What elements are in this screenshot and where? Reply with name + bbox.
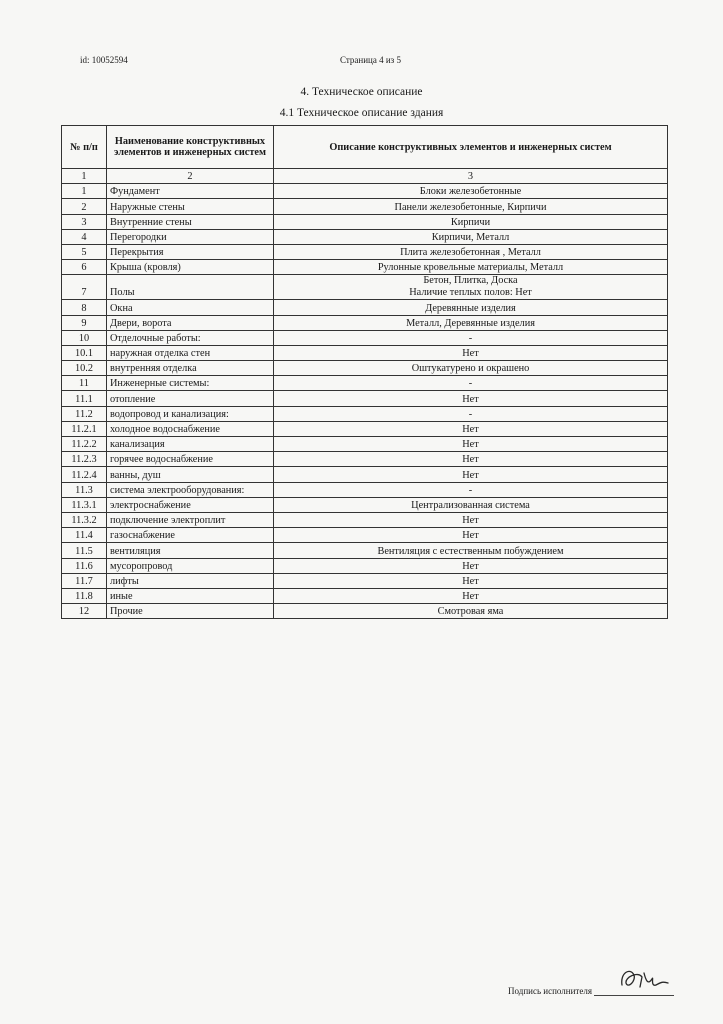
row-number: 11.1 [62,391,107,406]
table-row [62,437,668,452]
table-row [62,588,668,603]
row-element: водопровод и канализация: [107,406,274,421]
column-header-description: Описание конструктивных элементов и инженерных систем [274,126,668,169]
row-number: 5 [62,244,107,259]
row-description: Нет [274,391,668,406]
row-number: 2 [62,199,107,214]
row-number: 1 [62,169,107,184]
row-number: 11.3 [62,482,107,497]
row-number: 1 [62,184,107,199]
row-element: иные [107,588,274,603]
table-row [62,275,668,300]
table-row [62,421,668,436]
row-number: 11.6 [62,558,107,573]
row-number: 12 [62,604,107,619]
row-description: Нет [274,452,668,467]
table-row [62,543,668,558]
row-number: 11.4 [62,528,107,543]
row-element: горячее водоснабжение [107,452,274,467]
row-element: Полы [107,275,274,300]
row-description: Металл, Деревянные изделия [274,315,668,330]
table-row [62,361,668,376]
row-description: Блоки железобетонные [274,184,668,199]
table-body [62,169,668,619]
row-element: Внутренние стены [107,214,274,229]
table-row [62,512,668,527]
table-row [62,300,668,315]
table-row [62,199,668,214]
section-title: 4. Техническое описание [300,86,423,98]
row-number: 6 [62,260,107,275]
row-description: Нет [274,528,668,543]
row-number: 11.8 [62,588,107,603]
row-element: холодное водоснабжение [107,421,274,436]
table-row [62,452,668,467]
row-number: 11.3.1 [62,497,107,512]
page-number: Страница 4 из 5 [340,55,401,65]
row-number: 11.2.4 [62,467,107,482]
signature-block [508,985,674,996]
row-description: Плита железобетонная , Металл [274,244,668,259]
row-description: Нет [274,573,668,588]
table-row [62,406,668,421]
table-row [62,244,668,259]
row-element: газоснабжение [107,528,274,543]
row-description: Нет [274,558,668,573]
row-description: Централизованная система [274,497,668,512]
row-element: вентиляция [107,543,274,558]
row-number: 10 [62,330,107,345]
table-row [62,497,668,512]
signature-label: Подпись исполнителя [508,986,592,996]
row-number: 11.2.1 [62,421,107,436]
technical-description-table [61,125,668,619]
row-number: 11.5 [62,543,107,558]
row-element: канализация [107,437,274,452]
row-description: - [274,330,668,345]
row-description: Смотровая яма [274,604,668,619]
handwritten-signature [616,963,676,997]
row-element: мусоропровод [107,558,274,573]
row-element: лифты [107,573,274,588]
table-row [62,376,668,391]
row-element: Инженерные системы: [107,376,274,391]
row-number: 4 [62,229,107,244]
row-description: Нет [274,588,668,603]
row-description: Нет [274,512,668,527]
table-row [62,345,668,360]
table-row [62,467,668,482]
row-description: - [274,376,668,391]
table-row [62,604,668,619]
row-description: Оштукатурено и окрашено [274,361,668,376]
row-description: Панели железобетонные, Кирпичи [274,199,668,214]
row-number: 11.2.3 [62,452,107,467]
row-number: 3 [62,214,107,229]
table-row [62,229,668,244]
page-header [80,55,643,65]
row-number: 11.2.2 [62,437,107,452]
row-element: 2 [107,169,274,184]
row-description: Деревянные изделия [274,300,668,315]
table-row [62,214,668,229]
row-element: подключение электроплит [107,512,274,527]
row-number: 7 [62,275,107,300]
row-element: Окна [107,300,274,315]
row-element: Перекрытия [107,244,274,259]
table-row [62,482,668,497]
table-row [62,330,668,345]
row-description: Нет [274,437,668,452]
row-element: Двери, ворота [107,315,274,330]
row-description: Вентиляция с естественным побуждением [274,543,668,558]
document-id: id: 10052594 [80,55,128,65]
row-description: Рулонные кровельные материалы, Металл [274,260,668,275]
row-number: 11 [62,376,107,391]
column-header-element: Наименование конструктивных элементов и инженерных систем [107,126,274,169]
row-number: 9 [62,315,107,330]
table-row [62,573,668,588]
row-number: 10.2 [62,361,107,376]
subsection-title: 4.1 Техническое описание здания [279,107,444,119]
table-row [62,184,668,199]
row-element: система электрооборудования: [107,482,274,497]
row-element: Крыша (кровля) [107,260,274,275]
row-element: Фундамент [107,184,274,199]
row-element: электроснабжение [107,497,274,512]
row-description: 3 [274,169,668,184]
row-element: Наружные стены [107,199,274,214]
row-description: Нет [274,467,668,482]
row-number: 11.7 [62,573,107,588]
row-element: наружная отделка стен [107,345,274,360]
row-number: 11.3.2 [62,512,107,527]
row-description: Нет [274,421,668,436]
row-number: 10.1 [62,345,107,360]
table-row [62,391,668,406]
row-description: Кирпичи [274,214,668,229]
column-header-number: № п/п [62,126,107,169]
table-row [62,260,668,275]
row-description: Кирпичи, Металл [274,229,668,244]
table-header-row [62,126,668,169]
row-description: - [274,482,668,497]
row-element: Прочие [107,604,274,619]
row-description: Нет [274,345,668,360]
row-element: отопление [107,391,274,406]
row-description: Бетон, Плитка, Доска Наличие теплых полов: Нет [274,275,668,300]
row-element: Отделочные работы: [107,330,274,345]
table-row [62,558,668,573]
table-row [62,315,668,330]
row-description: - [274,406,668,421]
row-element: ванны, душ [107,467,274,482]
row-element: Перегородки [107,229,274,244]
row-element: внутренняя отделка [107,361,274,376]
row-number: 8 [62,300,107,315]
row-number: 11.2 [62,406,107,421]
table-row [62,169,668,184]
table-row [62,528,668,543]
